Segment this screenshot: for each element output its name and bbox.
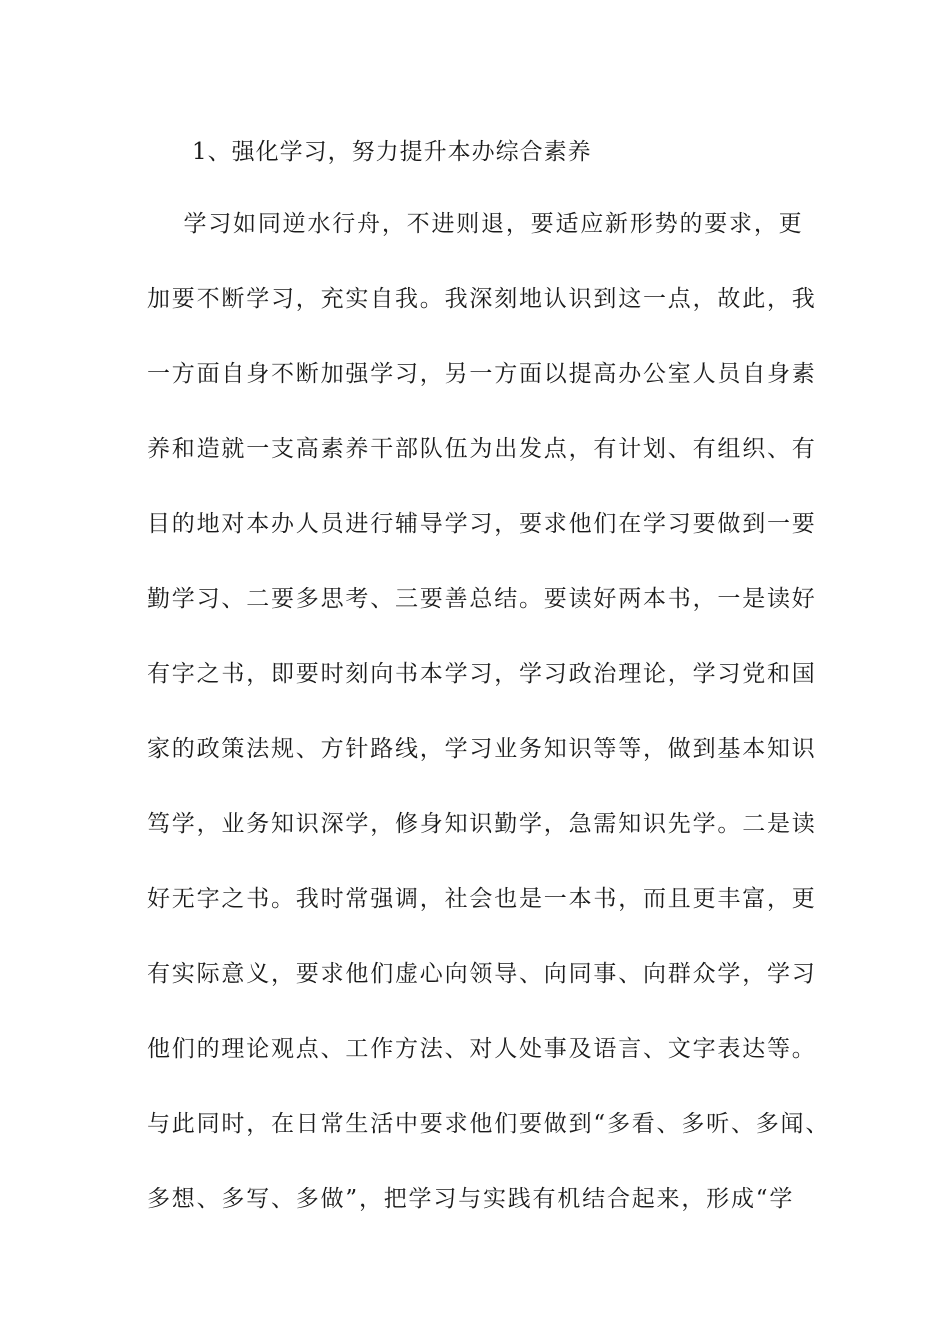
paragraph-line: 好无字之书。我时常强调，社会也是一本书，而且更丰富，更 (147, 886, 817, 912)
paragraph-line: 家的政策法规、方针路线，学习业务知识等等，做到基本知识 (147, 736, 817, 762)
paragraph-line: 与此同时，在日常生活中要求他们要做到“多看、多听、多闻、 (147, 1111, 831, 1137)
paragraph-line: 学习如同逆水行舟，不进则退，要适应新形势的要求，更 (147, 211, 804, 237)
section-heading: 1、强化学习，努力提升本办综合素养 (192, 139, 592, 165)
paragraph-line: 目的地对本办人员进行辅导学习，要求他们在学习要做到一要 (147, 511, 817, 537)
paragraph-line: 养和造就一支高素养干部队伍为出发点，有计划、有组织、有 (147, 436, 817, 462)
paragraph-line: 多想、多写、多做”，把学习与实践有机结合起来，形成“学 (147, 1186, 795, 1212)
paragraph-line: 加要不断学习，充实自我。我深刻地认识到这一点，故此，我 (147, 286, 817, 312)
paragraph-line: 勤学习、二要多思考、三要善总结。要读好两本书，一是读好 (147, 586, 817, 612)
body-paragraph (147, 208, 831, 1258)
paragraph-line: 一方面自身不断加强学习，另一方面以提高办公室人员自身素 (147, 361, 817, 387)
paragraph-line: 笃学，业务知识深学，修身知识勤学，急需知识先学。二是读 (147, 811, 817, 837)
paragraph-line: 有字之书，即要时刻向书本学习，学习政治理论，学习党和国 (147, 661, 817, 687)
paragraph-line: 有实际意义，要求他们虚心向领导、向同事、向群众学，学习 (147, 961, 817, 987)
paragraph-line: 他们的理论观点、工作方法、对人处事及语言、文字表达等。 (147, 1036, 817, 1062)
